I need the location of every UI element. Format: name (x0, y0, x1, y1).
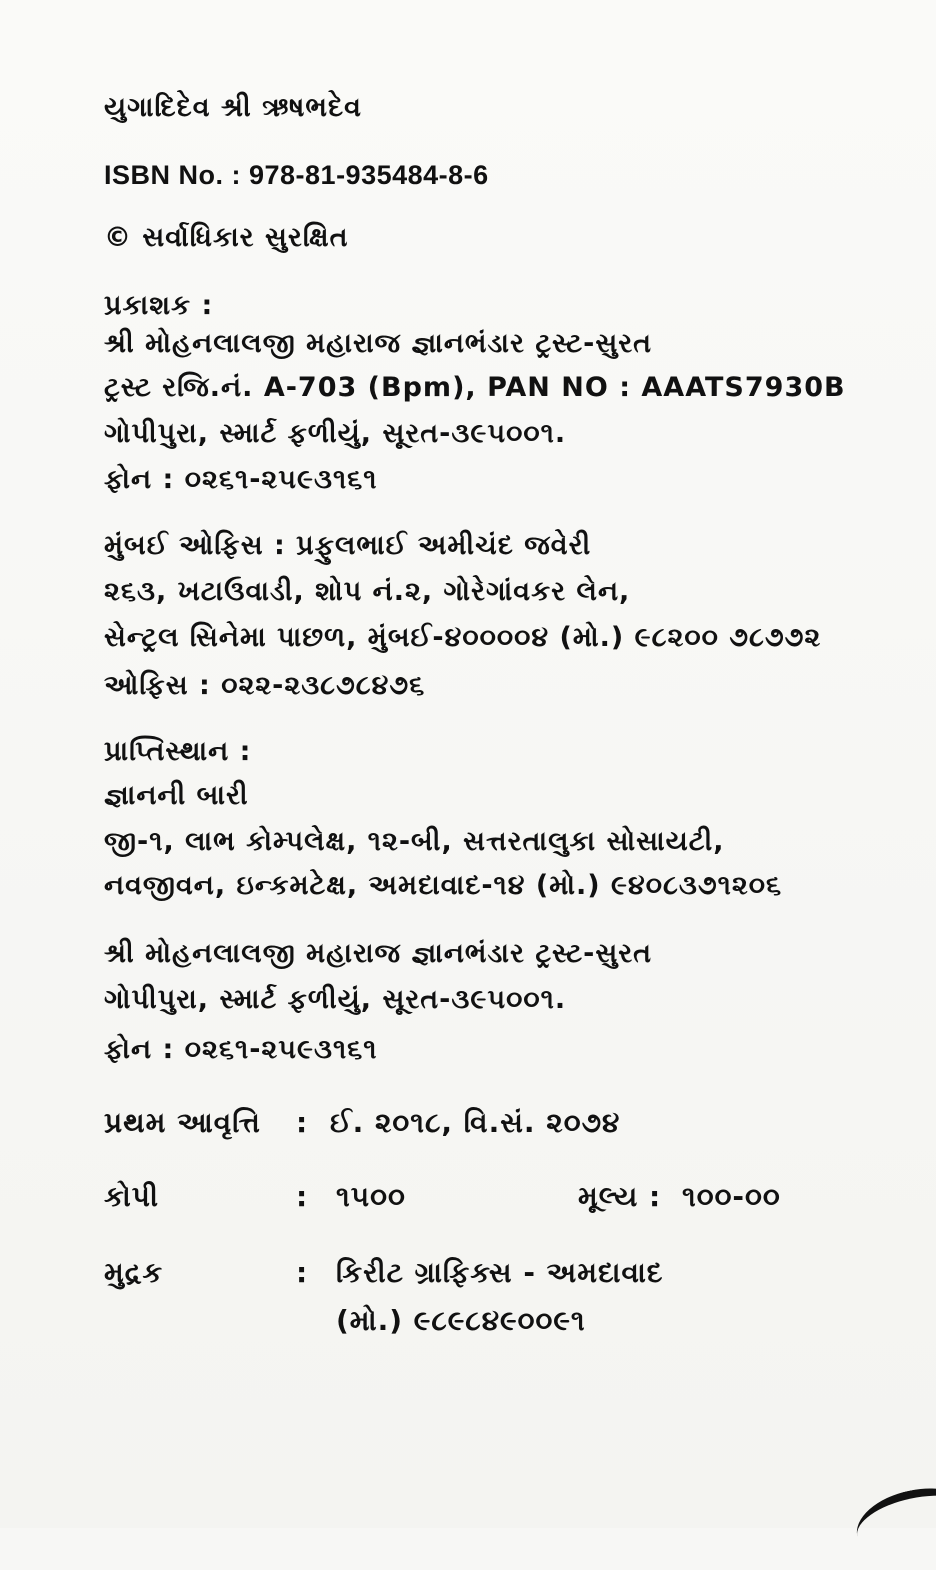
isbn-line: ISBN No. : 978-81-935484-8-6 (104, 160, 489, 190)
mumbai-office-line3: સેન્ટ્રલ સિનેમા પાછળ, મુંબઈ-૪૦૦૦૦૪ (મો.) ૯૮૨૦૦ ૭૮૭૭૨ (104, 622, 822, 653)
copies-label: કોપી (104, 1180, 159, 1213)
printer-mobile: (મો.) ૯૮૯૮૪૯૦૦૯૧ (336, 1304, 586, 1337)
book-title: યુગાદિદેવ શ્રી ઋષભદેવ (104, 92, 362, 123)
printer-colon: : (296, 1256, 309, 1289)
edition-label: પ્રથમ આવૃત્તિ (104, 1106, 261, 1139)
edition-colon: : (296, 1106, 309, 1139)
availability-name: જ્ઞાનની બારી (104, 780, 249, 811)
edition-value: ઈ. ૨૦૧૮, વિ.સં. ૨૦૭૪ (330, 1106, 621, 1139)
trust-repeat-address: ગોપીપુરા, સ્માર્ટ ફળીયું, સૂરત-૩૯૫૦૦૧. (104, 984, 567, 1015)
price-value: ૧૦૦-૦૦ (682, 1180, 781, 1213)
copies-colon: : (296, 1180, 309, 1213)
mumbai-office-line4: ઓફિસ : ૦૨૨-૨૩૮૭૮૪૭૬ (104, 670, 426, 701)
publisher-phone: ફોન : ૦૨૬૧-૨૫૯૩૧૬૧ (104, 464, 378, 495)
mumbai-office-line1: મુંબઈ ઓફિસ : પ્રફુલભાઈ અમીચંદ જવેરી (104, 530, 592, 561)
mumbai-office-line2: ૨૬૩, ખટાઉવાડી, શોપ નં.૨, ગોરેગાંવકર લેન, (104, 576, 631, 607)
trust-repeat-phone: ફોન : ૦૨૬૧-૨૫૯૩૧૬૧ (104, 1034, 378, 1065)
publisher-name: શ્રી મોહનલાલજી મહારાજ જ્ઞાનભંડાર ટ્રસ્ટ-સુરત (104, 328, 653, 359)
publisher-address: ગોપીપુરા, સ્માર્ટ ફળીયું, સૂરત-૩૯૫૦૦૧. (104, 418, 567, 449)
availability-address1: જી-૧, લાભ કોમ્પલેક્ષ, ૧૨-બી, સત્તરતાલુકા સોસાયટી, (104, 826, 725, 857)
publisher-heading: પ્રકાશક : (104, 290, 214, 321)
price-label: મૂલ્ય : (578, 1180, 662, 1213)
trust-repeat-name: શ્રી મોહનલાલજી મહારાજ જ્ઞાનભંડાર ટ્રસ્ટ-સુરત (104, 938, 653, 969)
printer-label: મુદ્રક (104, 1256, 164, 1289)
publisher-registration: ટ્રસ્ટ રજિ.નં. A-703 (Bpm), PAN NO : AAATS7930B (104, 372, 846, 403)
copyright-line: © સર્વાધિકાર સુરક્ષિત (104, 222, 349, 253)
printer-value: કિરીટ ગ્રાફિક્સ - અમદાવાદ (336, 1256, 664, 1289)
copies-value: ૧૫૦૦ (336, 1180, 406, 1213)
page-corner-shadow (850, 1478, 936, 1569)
availability-address2: નવજીવન, ઇન્કમટેક્ષ, અમદાવાદ-૧૪ (મો.) ૯૪૦૮૩૭૧૨૦૬ (104, 870, 783, 901)
availability-heading: પ્રાપ્તિસ્થાન : (104, 736, 252, 767)
